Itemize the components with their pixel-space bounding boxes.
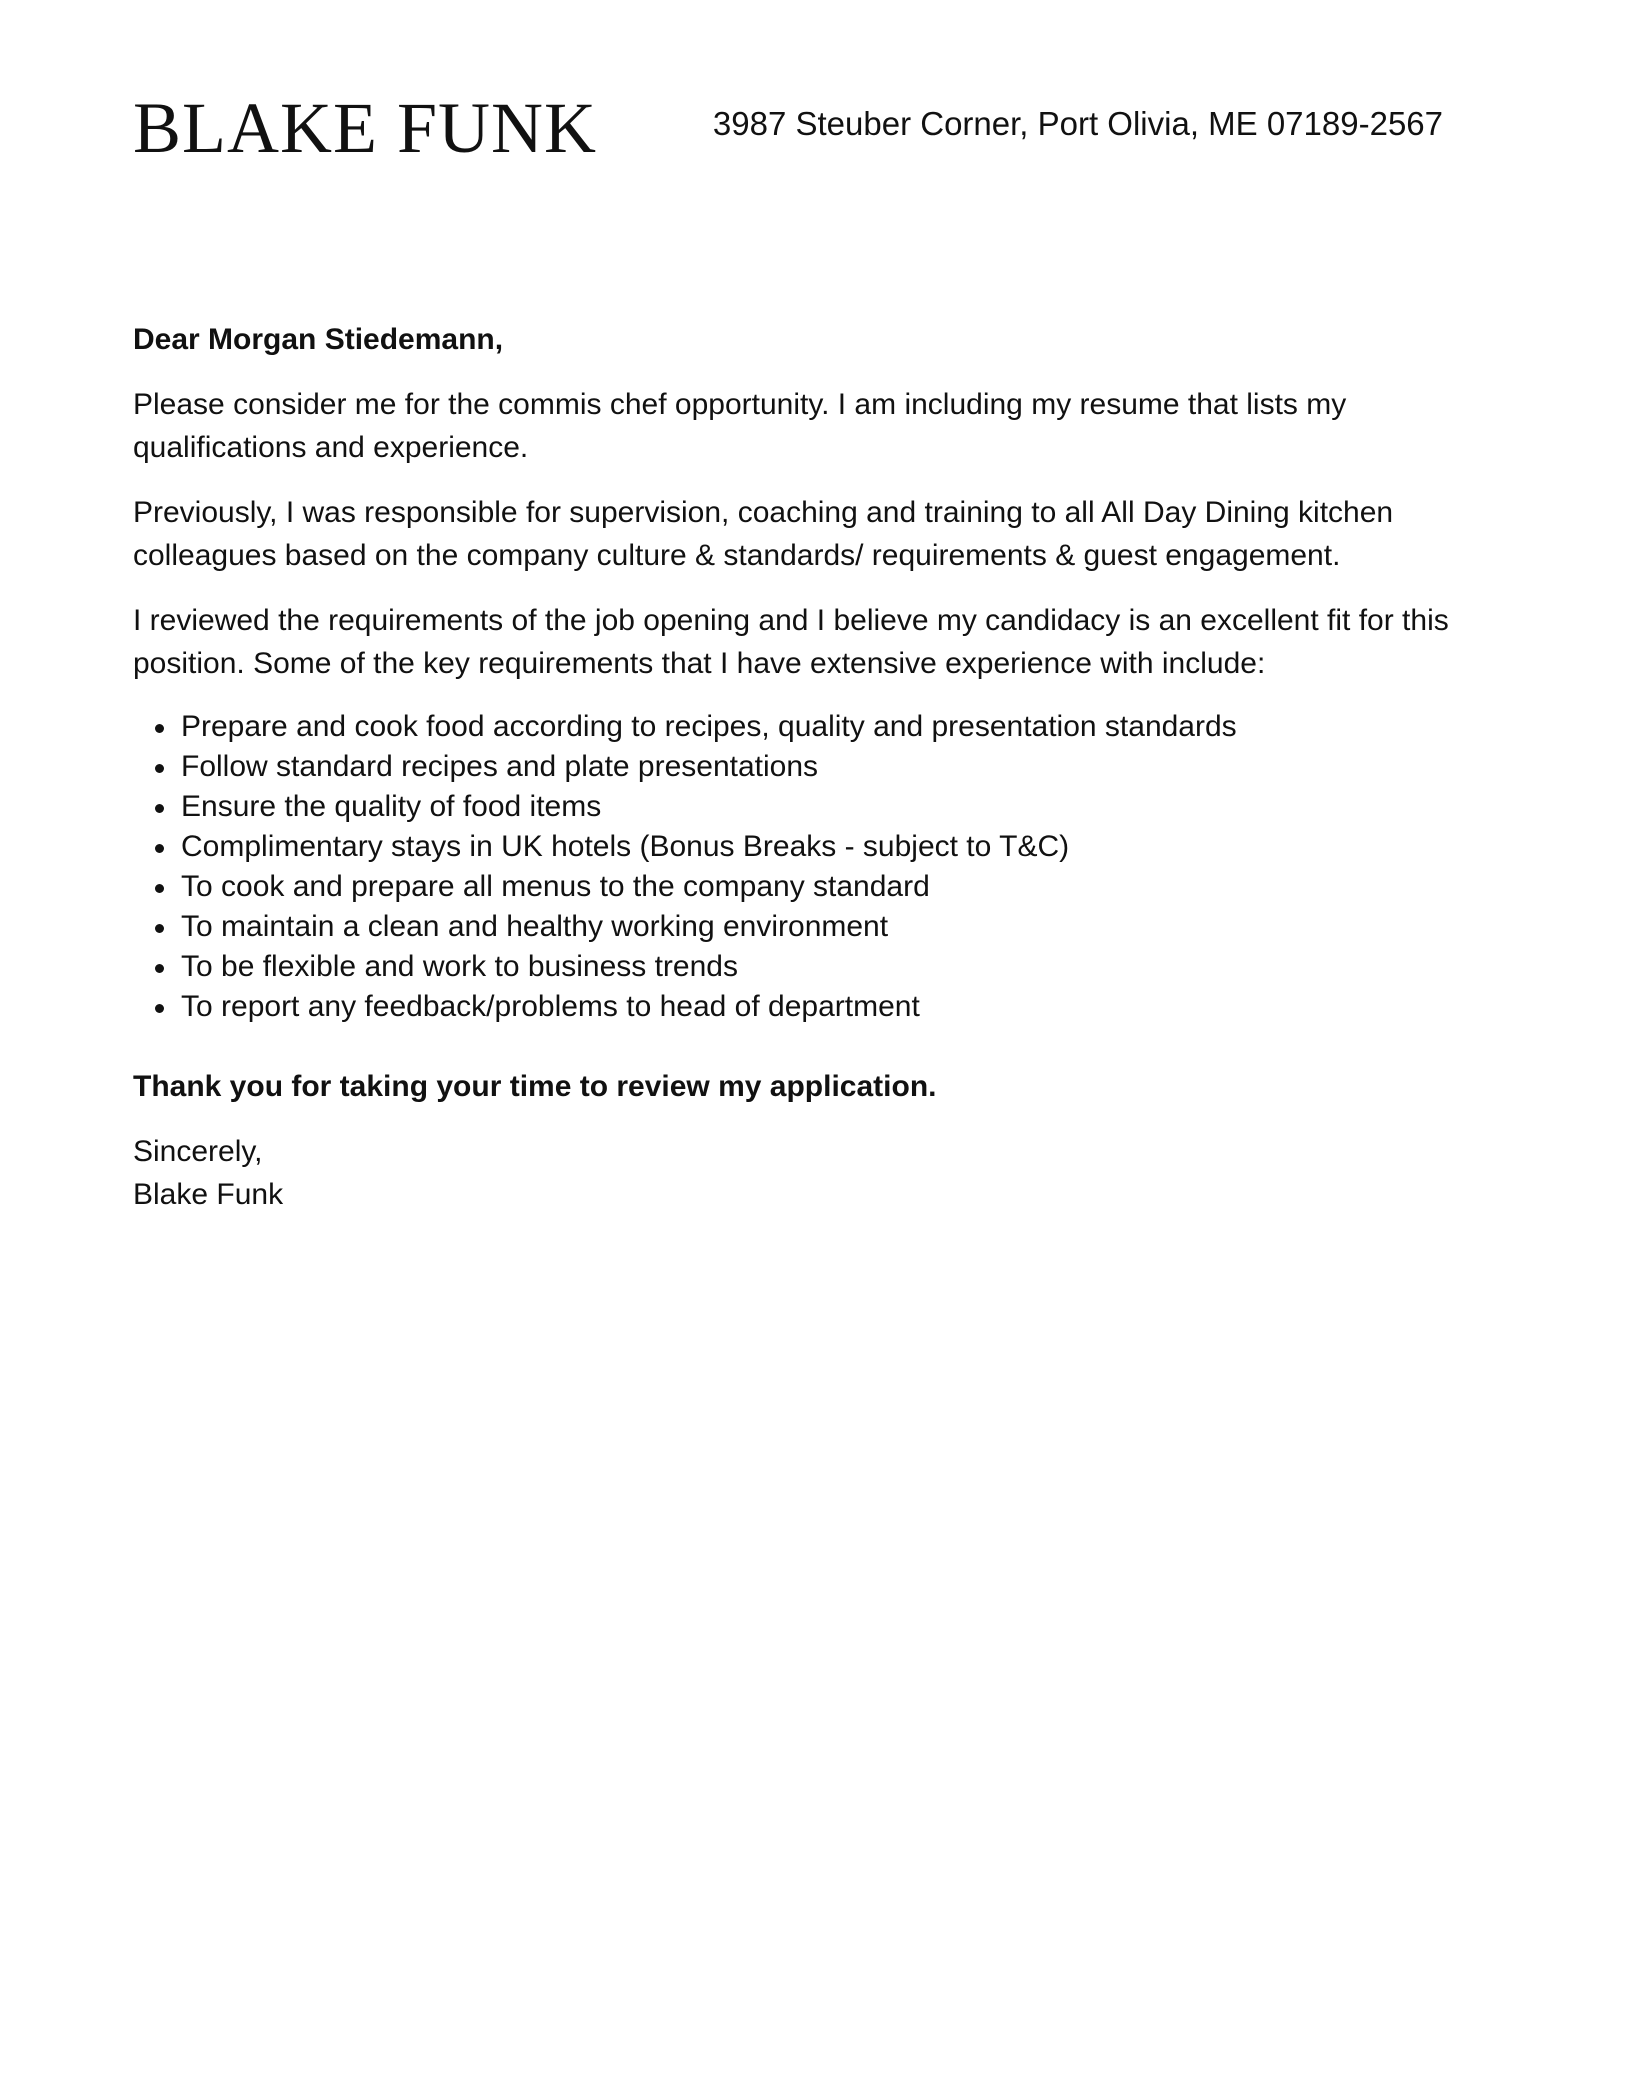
requirements-list bbox=[133, 707, 1453, 1027]
closing-statement: Thank you for taking your time to review my application. bbox=[133, 1070, 937, 1103]
signature-name: Blake Funk bbox=[133, 1178, 284, 1211]
list-item: Complimentary stays in UK hotels (Bonus Breaks - subject to T&C) bbox=[181, 827, 1453, 867]
list-item: To report any feedback/problems to head of department bbox=[181, 987, 1453, 1027]
list-item: To maintain a clean and healthy working environment bbox=[181, 907, 1453, 947]
paragraph-experience: Previously, I was responsible for supervision, coaching and training to all All Day Dining kitchen colleagues based on the company culture & standards/ requirements & guest engagement. bbox=[133, 496, 1394, 572]
list-item: To be flexible and work to business trends bbox=[181, 947, 1453, 987]
paragraph-requirements: I reviewed the requirements of the job opening and I believe my candidacy is an excellent fit for this position. Some of the key requirements that I have extensive experience with include: bbox=[133, 604, 1449, 680]
applicant-name: BLAKE FUNK bbox=[133, 88, 598, 168]
list-item: Ensure the quality of food items bbox=[181, 787, 1453, 827]
salutation: Dear Morgan Stiedemann, bbox=[133, 323, 504, 356]
applicant-address: 3987 Steuber Corner, Port Olivia, ME 07189-2567 bbox=[712, 105, 1443, 142]
signoff: Sincerely, bbox=[133, 1135, 263, 1168]
list-item: Prepare and cook food according to recipes, quality and presentation standards bbox=[181, 707, 1453, 747]
letter-header bbox=[133, 88, 1443, 168]
list-item: Follow standard recipes and plate presentations bbox=[181, 747, 1453, 787]
list-item: To cook and prepare all menus to the company standard bbox=[181, 867, 1453, 907]
paragraph-intro: Please consider me for the commis chef opportunity. I am including my resume that lists my qualifications and experience. bbox=[133, 388, 1347, 464]
letter-body bbox=[133, 318, 1453, 1216]
